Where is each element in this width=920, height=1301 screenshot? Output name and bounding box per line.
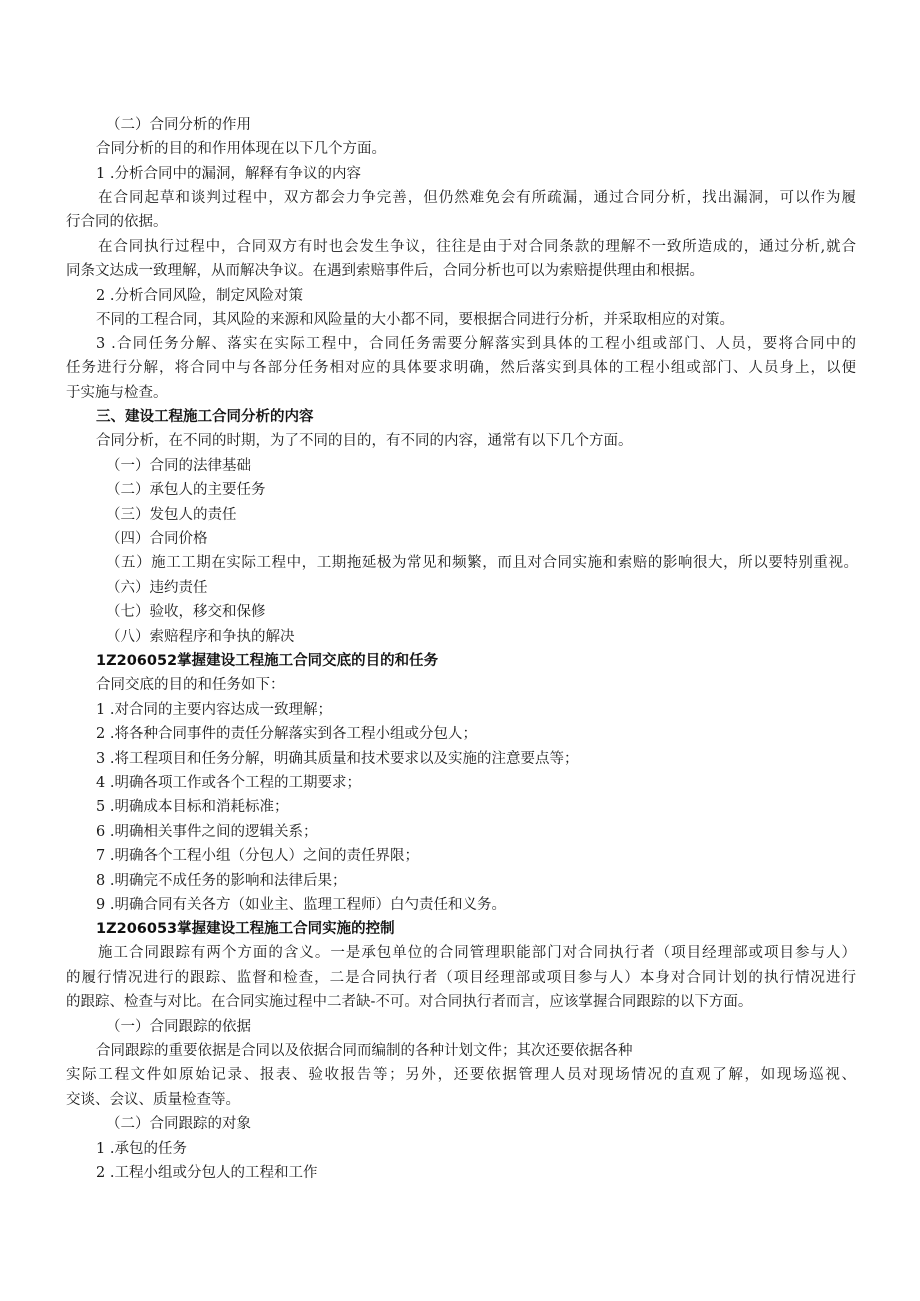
list-item: 6 .明确相关事件之间的逻辑关系； — [96, 824, 318, 840]
section-heading: 三、建设工程施工合同分析的内容 — [96, 409, 314, 425]
list-item: （八）索赔程序和争执的解决 — [106, 629, 295, 645]
list-item: 3 .将工程项目和任务分解，明确其质量和技术要求以及实施的注意要点等； — [96, 751, 579, 767]
list-item: 1 .分析合同中的漏洞，解释有争议的内容 — [96, 166, 361, 182]
list-item: （四）合同价格 — [106, 531, 208, 547]
list-item: （六）违约责任 — [106, 580, 208, 596]
subsection-heading: （二）合同跟踪的对象 — [106, 1116, 251, 1132]
paragraph-line: 同条文达成一致理解，从而解决争议。在遇到索赔事件后，合同分析也可以为索赔提供理由和根据。 — [66, 263, 704, 279]
paragraph-line: 合同跟踪的重要依据是合同以及依据合同而编制的各种计划文件；其次还要依据各种 — [96, 1043, 633, 1059]
list-item: 7 .明确各个工程小组（分包人）之间的责任界限； — [96, 848, 419, 864]
list-item: （一）合同的法律基础 — [106, 458, 251, 474]
paragraph-line: 的履行情况进行的跟踪、监督和检查，二是合同执行者（项目经理部或项目参与人）本身对合同计划的执行情况进行 — [66, 970, 856, 986]
section-heading: 1Z206052掌握建设工程施工合同交底的目的和任务 — [96, 653, 439, 669]
list-item: 8 .明确完不成任务的影响和法律后果； — [96, 873, 347, 889]
list-item: （五）施工工期在实际工程中，工期拖延极为常见和频繁，而且对合同实施和索赔的影响很大，所以要特别重视。 — [106, 555, 858, 571]
list-item: （三）发包人的责任 — [106, 507, 237, 523]
list-item: 2 .分析合同风险，制定风险对策 — [96, 288, 303, 304]
list-item: 4 .明确各项工作或各个工程的工期要求； — [96, 775, 361, 791]
list-item: 3 .合同任务分解、落实在实际工程中，合同任务需要分解落实到具体的工程小组或部门、人员，要将合同中的 — [96, 336, 856, 352]
paragraph-line: 于实施与检查。 — [66, 385, 168, 401]
subsection-heading: （二）合同分析的作用 — [106, 117, 251, 133]
subsection-heading: （一）合同跟踪的依据 — [106, 1019, 251, 1035]
paragraph-line: 任务进行分解，将合同中与各部分任务相对应的具体要求明确，然后落实到具体的工程小组或部门、人员身上，以便 — [66, 360, 856, 376]
paragraph-line: 交谈、会议、质量检查等。 — [66, 1092, 240, 1108]
list-item: 2 .工程小组或分包人的工程和工作 — [96, 1165, 318, 1181]
list-item: 5 .明确成本目标和消耗标准； — [96, 799, 289, 815]
list-item: 2 .将各种合同事件的责任分解落实到各工程小组或分包人； — [96, 726, 477, 742]
paragraph-line: 实际工程文件如原始记录、报表、验收报告等；另外，还要依据管理人员对现场情况的直观了解，如现场巡视、 — [66, 1067, 856, 1083]
paragraph-line: 在合同起草和谈判过程中，双方都会力争完善，但仍然难免会有所疏漏，通过合同分析，找出漏洞，可以作为履 — [98, 190, 856, 206]
paragraph-line: 行合同的依据。 — [66, 214, 168, 230]
section-heading: 1Z206053掌握建设工程施工合同实施的控制 — [96, 921, 395, 937]
list-item: 9 .明确合同有关各方（如业主、监理工程师）白勺责任和义务。 — [96, 897, 506, 913]
paragraph-line: 不同的工程合同，其风险的来源和风险量的大小都不同，要根据合同进行分析，并采取相应的对策。 — [96, 312, 734, 328]
paragraph-line: 合同交底的目的和任务如下： — [96, 677, 285, 693]
list-item: 1 .对合同的主要内容达成一致理解； — [96, 702, 332, 718]
paragraph-line: 施工合同跟踪有两个方面的含义。一是承包单位的合同管理职能部门对合同执行者（项目经理部或项目参与人） — [98, 945, 856, 961]
list-item: （七）验收，移交和保修 — [106, 604, 266, 620]
paragraph-line: 合同分析的目的和作用体现在以下几个方面。 — [96, 141, 386, 157]
list-item: （二）承包人的主要任务 — [106, 482, 266, 498]
paragraph-line: 在合同执行过程中，合同双方有时也会发生争议，往往是由于对合同条款的理解不一致所造成的，通过分析,就合 — [98, 239, 856, 255]
list-item: 1 .承包的任务 — [96, 1141, 187, 1157]
paragraph-line: 合同分析，在不同的时期，为了不同的目的，有不同的内容，通常有以下几个方面。 — [96, 433, 633, 449]
paragraph-line: 的跟踪、检查与对比。在合同实施过程中二者缺-不可。对合同执行者而言，应该掌握合同跟踪的以下方面。 — [66, 994, 753, 1010]
